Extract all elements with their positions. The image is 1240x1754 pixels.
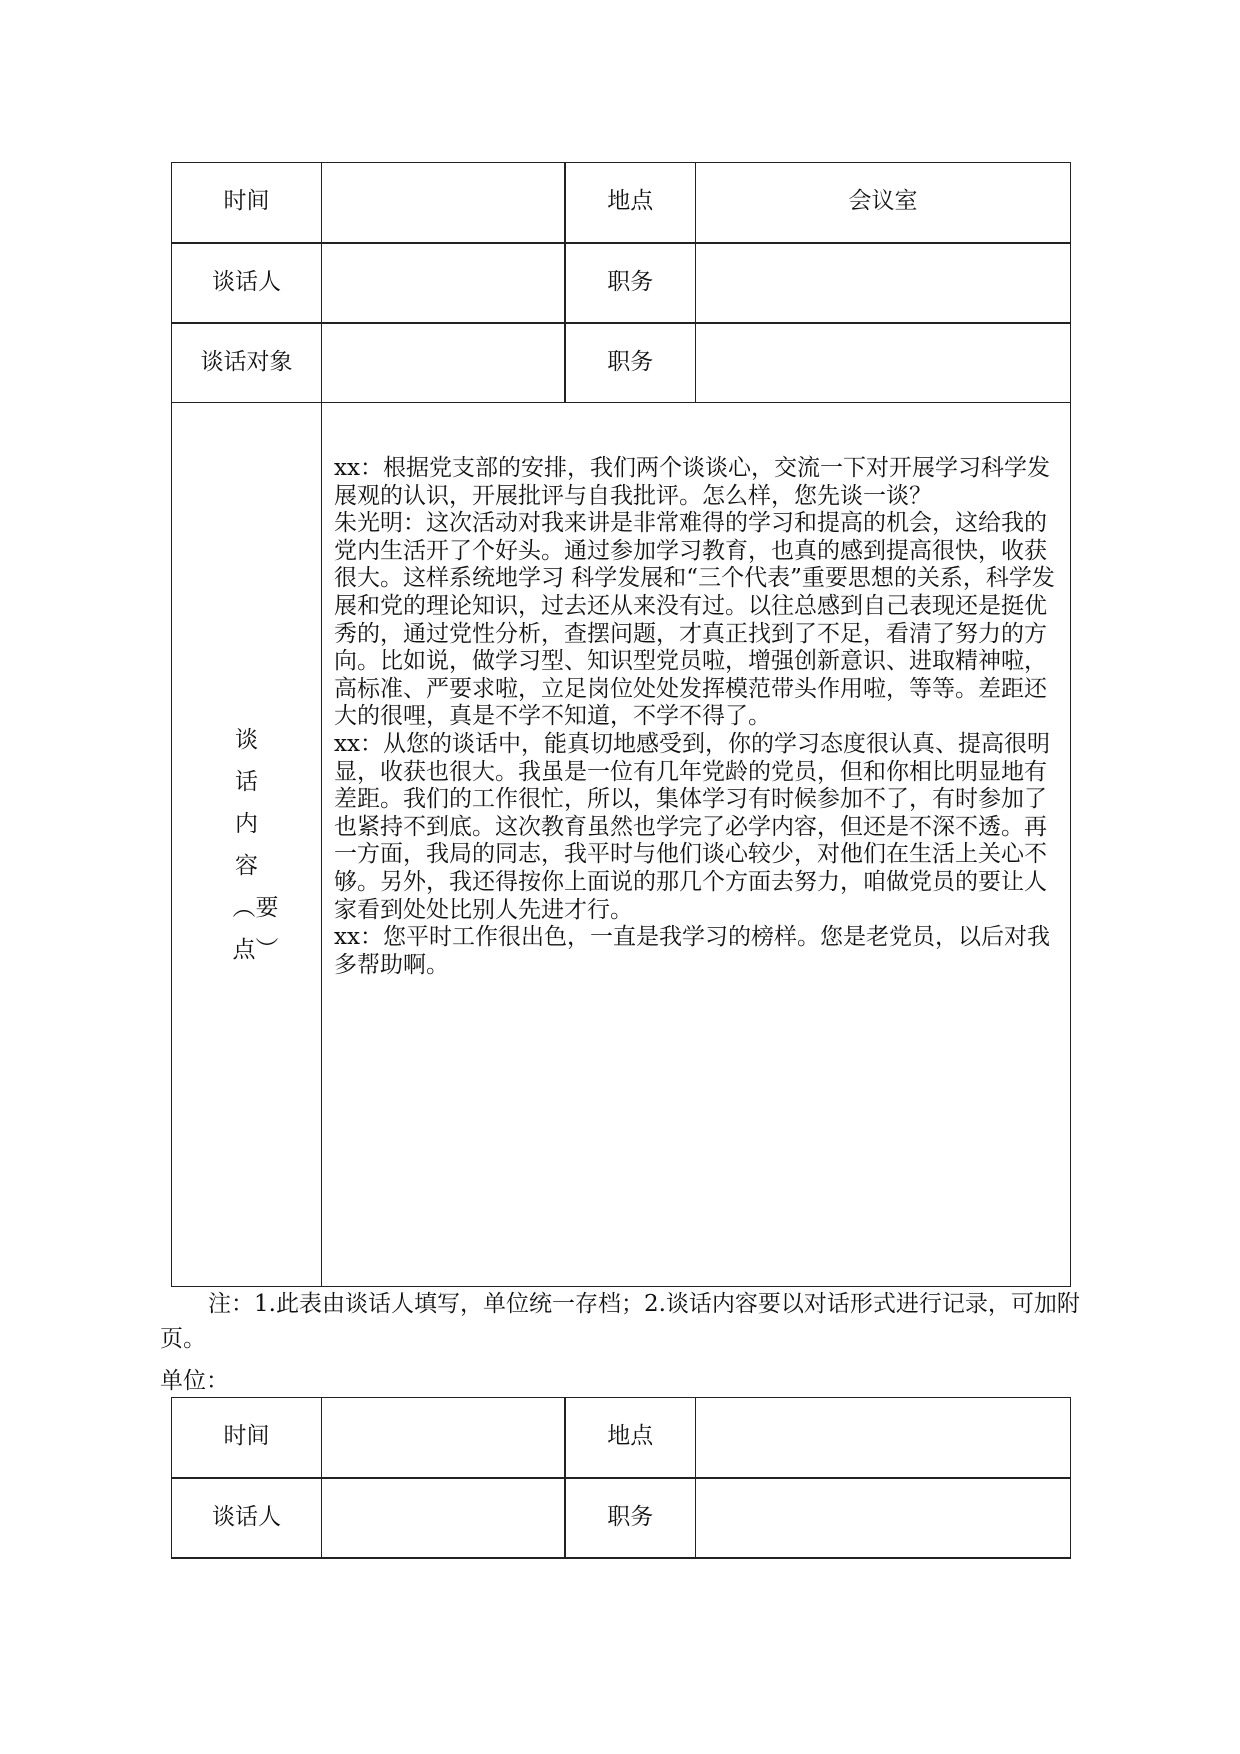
speaker-value xyxy=(322,243,565,323)
footnote: 注：1.此表由谈话人填写，单位统一存档；2.谈话内容要以对话形式进行记录，可加附页。 xyxy=(160,1291,1080,1352)
location-label: 地点 xyxy=(565,163,696,243)
time-label: 时间 xyxy=(172,1398,322,1478)
table-row xyxy=(172,1398,1071,1478)
time-label: 时间 xyxy=(172,163,322,243)
table-row xyxy=(172,323,1071,403)
table-row xyxy=(172,403,1071,1287)
table-row xyxy=(172,163,1071,243)
table-row xyxy=(172,1478,1071,1558)
time-value xyxy=(322,163,565,243)
dialogue-paragraph: 朱光明：这次活动对我来讲是非常难得的学习和提高的机会，这给我的党内生活开了个好头。通过参加学习教育，也真的感到提高很快，收获很大。这样系统地学习 科学发展和“三个代表”重要思想的关系，科学发展和党的理论知识，过去还从来没有过。以往总感到自己表现还是挺优秀的，通过党性分析，查摆问题，才真正找到了不足，看清了努力的方向。比如说，做学习型、知识型党员啦，增强创新意识、进取精神啦，高标准、严要求啦，立足岗位处处发挥模范带头作用啦，等等。差距还大的很哩，真是不学不知道，不学不得了。 xyxy=(334,510,1055,730)
speaker-label: 谈话人 xyxy=(172,1478,322,1558)
dialogue-paragraph: xx：您平时工作很出色，一直是我学习的榜样。您是老党员，以后对我多帮助啊。 xyxy=(334,924,1050,978)
interviewee-position-label: 职务 xyxy=(565,323,696,403)
speaker-position-value xyxy=(696,1478,1071,1558)
interviewee-position-value xyxy=(696,323,1071,403)
content-label: 谈话内容︵要点︶ xyxy=(232,726,279,963)
speaker-label: 谈话人 xyxy=(172,243,322,323)
content-text-cell xyxy=(322,403,1071,1287)
second-record-table xyxy=(171,1397,1071,1559)
interviewee-value xyxy=(322,323,565,403)
notes-block xyxy=(160,1287,1090,1357)
location-value: 会议室 xyxy=(696,163,1071,243)
dialogue-paragraph: xx：从您的谈话中，能真切地感受到，你的学习态度很认真、提高很明显，收获也很大。我虽是一位有几年党龄的党员，但和你相比明显地有差距。我们的工作很忙，所以，集体学习有时候参加不了，有时参加了也紧持不到底。这次教育虽然也学完了必学内容，但还是不深不透。再一方面，我局的同志，我平时与他们谈心较少，对他们在生活上关心不够。另外，我还得按你上面说的那几个方面去努力，咱做党员的要让人家看到处处比别人先进才行。 xyxy=(334,730,1050,923)
speaker-position-value xyxy=(696,243,1071,323)
speaker-position-label: 职务 xyxy=(565,1478,696,1558)
talk-record-table xyxy=(171,162,1071,1287)
location-label: 地点 xyxy=(565,1398,696,1478)
location-value xyxy=(696,1398,1071,1478)
dialogue-paragraph: xx：根据党支部的安排，我们两个谈谈心，交流一下对开展学习科学发展观的认识，开展批评与自我批评。怎么样，您先谈一谈？ xyxy=(334,455,1050,509)
table-row xyxy=(172,243,1071,323)
speaker-value xyxy=(322,1478,565,1558)
time-value xyxy=(322,1398,565,1478)
content-label-cell xyxy=(172,403,322,1287)
unit-label: 单位： xyxy=(160,1368,229,1394)
interviewee-label: 谈话对象 xyxy=(172,323,322,403)
speaker-position-label: 职务 xyxy=(565,243,696,323)
